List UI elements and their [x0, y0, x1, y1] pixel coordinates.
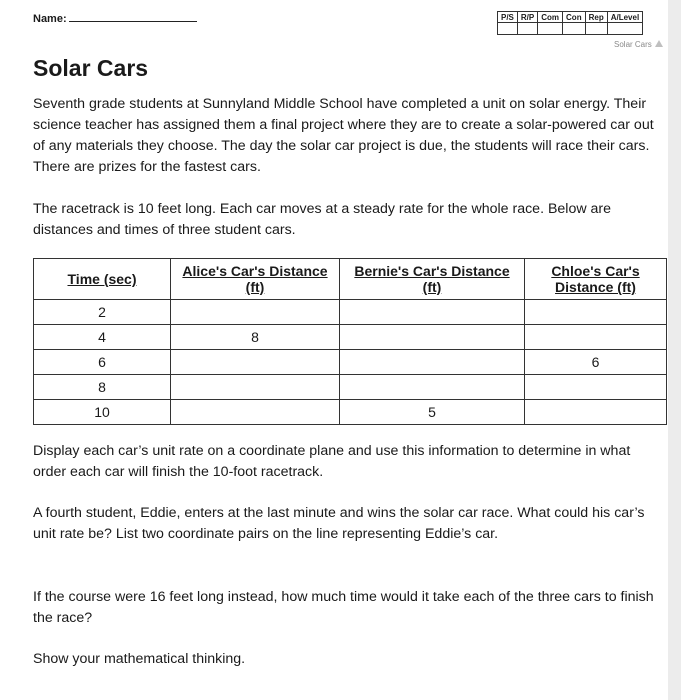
table-cell: 8 — [171, 325, 340, 350]
table-row — [34, 325, 667, 350]
table-cell[interactable] — [340, 375, 525, 400]
table-cell[interactable] — [171, 300, 340, 325]
intro-paragraph: Seventh grade students at Sunnyland Middle School have completed a unit on solar energy. Their science teacher has assigned them a final project where they are to create a solar-powered car out of any materials they choose. The day the solar car project is due, the students will race their cars. There are prizes for the fastest cars. — [33, 96, 654, 175]
header-time: Time (sec) — [34, 259, 171, 300]
rubric-col-ps: P/S — [498, 12, 518, 23]
worksheet-tag: Solar Cars — [614, 40, 652, 49]
question-eddie: A fourth student, Eddie, enters at the last minute and wins the solar car race. What could his car’s unit rate be? List two coordinate pairs on the line representing Eddie’s car. — [33, 505, 645, 542]
table-cell[interactable] — [525, 325, 667, 350]
table-cell: 8 — [34, 375, 171, 400]
table-cell: 4 — [34, 325, 171, 350]
table-cell[interactable] — [340, 350, 525, 375]
table-cell: 2 — [34, 300, 171, 325]
name-field[interactable] — [33, 11, 197, 25]
table-cell: 6 — [34, 350, 171, 375]
table-cell[interactable] — [525, 375, 667, 400]
question-16-feet: If the course were 16 feet long instead, how much time would it take each of the three cars to finish the race? — [33, 589, 654, 626]
rubric-col-com: Com — [538, 12, 563, 23]
question-show-thinking: Show your mathematical thinking. — [33, 651, 246, 667]
table-cell[interactable] — [340, 325, 525, 350]
table-cell[interactable] — [171, 350, 340, 375]
rubric-score-cell[interactable] — [585, 23, 607, 35]
rubric-col-alevel: A/Level — [607, 12, 642, 23]
table-cell: 6 — [525, 350, 667, 375]
table-cell: 5 — [340, 400, 525, 425]
rubric-score-cell[interactable] — [563, 23, 586, 35]
rubric-col-rep: Rep — [585, 12, 607, 23]
table-cell[interactable] — [525, 400, 667, 425]
name-label: Name: — [33, 13, 67, 25]
table-row — [34, 350, 667, 375]
rubric-col-con: Con — [563, 12, 586, 23]
name-line[interactable] — [69, 11, 197, 22]
rubric-table — [497, 11, 643, 35]
distance-table — [33, 258, 667, 425]
table-row — [34, 375, 667, 400]
page-title: Solar Cars — [33, 55, 149, 81]
rubric-score-cell[interactable] — [498, 23, 518, 35]
rubric-score-cell[interactable] — [517, 23, 537, 35]
rubric-score-cell[interactable] — [607, 23, 642, 35]
header-bernie: Bernie's Car's Distance (ft) — [340, 259, 525, 300]
table-cell: 10 — [34, 400, 171, 425]
table-row — [34, 400, 667, 425]
table-cell[interactable] — [340, 300, 525, 325]
rubric-col-rp: R/P — [517, 12, 537, 23]
header-alice: Alice's Car's Distance (ft) — [171, 259, 340, 300]
table-cell[interactable] — [525, 300, 667, 325]
table-cell[interactable] — [171, 400, 340, 425]
header-chloe: Chloe's Car's Distance (ft) — [525, 259, 667, 300]
rubric-score-cell[interactable] — [538, 23, 563, 35]
question-unit-rate: Display each car’s unit rate on a coordinate plane and use this information to determine in what order each car will finish the 10-foot racetrack. — [33, 443, 631, 480]
track-paragraph: The racetrack is 10 feet long. Each car moves at a steady rate for the whole race. Below are distances and times of three student cars. — [33, 201, 612, 238]
table-row — [34, 300, 667, 325]
page-edge — [668, 0, 681, 700]
triangle-icon — [655, 40, 663, 47]
table-cell[interactable] — [171, 375, 340, 400]
